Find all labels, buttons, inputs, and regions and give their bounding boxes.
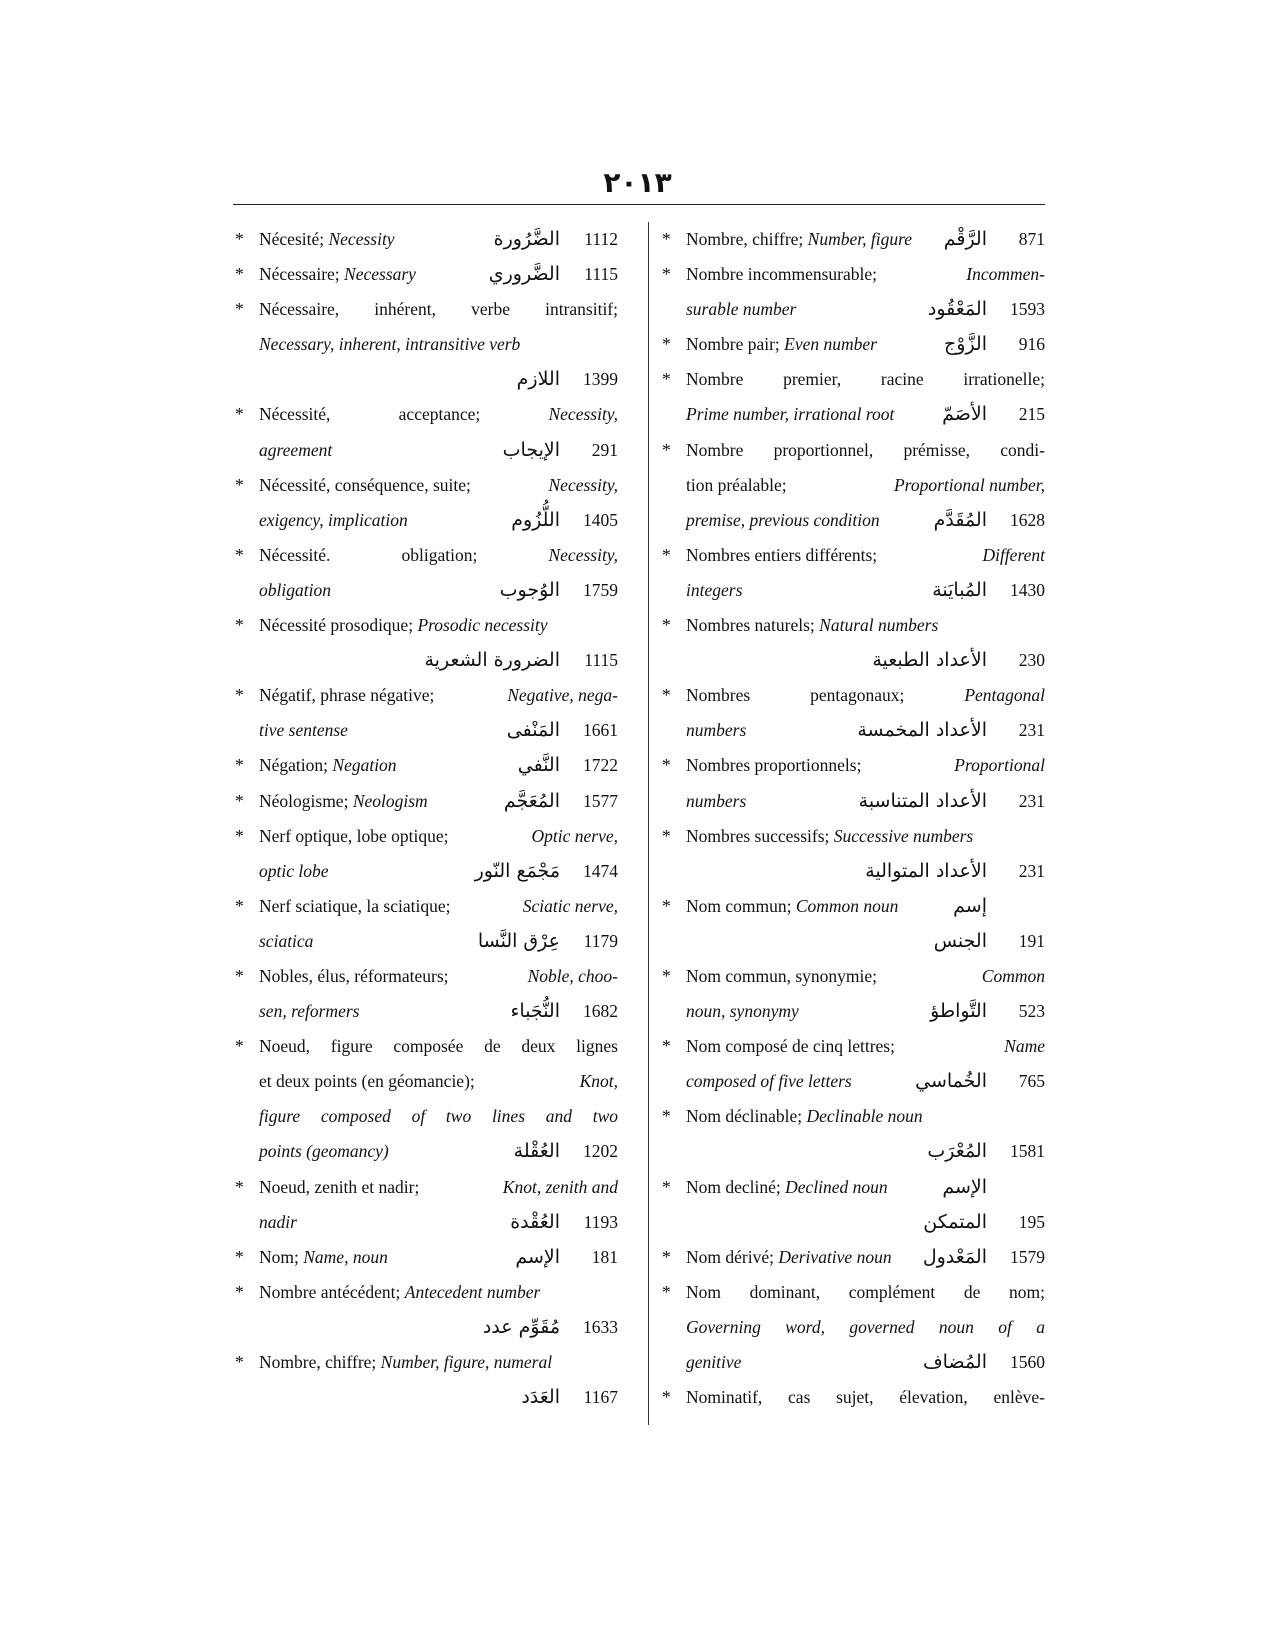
english-term: Governing word, governed noun of a: [686, 1316, 1045, 1337]
header-rule: [233, 204, 1045, 205]
french-term: Nerf optique, lobe optique;: [259, 825, 449, 846]
entry-number: 1112: [584, 229, 618, 249]
french-term: Nombre premier, racine irrationelle;: [686, 369, 1045, 390]
english-term: sciatica: [259, 930, 314, 951]
arabic-term: المُعْرَب: [927, 1140, 987, 1163]
arabic-term: العُقْدة: [510, 1210, 560, 1233]
entry: * Nom dérivé; Derivative noun المَعْدول 1579: [660, 1240, 1045, 1275]
english-term: Name, noun: [303, 1246, 388, 1267]
entry: * Nombre antécédent; Antecedent number: [235, 1281, 541, 1302]
entry: * Nombre, chiffre; Number, figure الرَّقْم 871: [660, 222, 1045, 257]
english-term: sen, reformers: [259, 1001, 360, 1022]
french-term: Nécessité, conséquence, suite;: [259, 474, 471, 495]
english-term: Proportional number,: [893, 474, 1045, 495]
arabic-term: الأعداد المخمسة: [857, 719, 987, 742]
entry: * Nombres pentagonaux; Pentagonal: [660, 678, 1045, 713]
arabic-term: المَعْدول: [922, 1245, 987, 1268]
entry-number: 1628: [1010, 509, 1045, 530]
french-term: Nombre incommensurable;: [686, 264, 877, 285]
entry-number: 1202: [583, 1141, 618, 1162]
english-term: Necessary: [344, 264, 416, 285]
entry: * Nécessité prosodique; Prosodic necessity: [235, 615, 548, 636]
english-term: Necessity,: [548, 474, 618, 495]
french-term: Nombres entiers différents;: [686, 544, 878, 565]
french-term: Nom;: [259, 1246, 299, 1267]
english-term: numbers: [686, 790, 747, 811]
arabic-term: الأعداد الطبعية: [872, 649, 987, 672]
english-term: agreement: [259, 439, 333, 460]
entry: * Nombre, chiffre; Number, figure, numeral: [235, 1352, 553, 1372]
french-term: obligation;: [401, 544, 478, 565]
arabic-term: عِرْق النَّسا: [477, 929, 560, 952]
arabic-term: المُقَدَّم: [933, 508, 987, 531]
arabic-term: الوُجوب: [499, 578, 560, 601]
entry: * Nombres successifs; Successive numbers: [662, 825, 974, 846]
french-term: Nombres naturels;: [686, 615, 815, 636]
english-term: Necessity,: [548, 404, 618, 425]
entry: * Néologisme; Neologism المُعَجَّم 1577: [233, 784, 618, 819]
french-term: Nécessaire;: [259, 264, 340, 285]
french-term: tion préalable;: [686, 474, 787, 495]
french-term: Nécessité prosodique;: [259, 615, 414, 636]
entry: * Nom dominant, complément de nom;: [660, 1275, 1045, 1310]
entry-number: 1405: [583, 509, 618, 530]
arabic-term: الأعداد المتوالية: [865, 859, 987, 882]
english-term: Optic nerve,: [531, 825, 618, 846]
french-term: Nécessité.: [259, 544, 331, 565]
english-term: Knot, zenith and: [502, 1176, 618, 1197]
entry-number: 916: [1018, 334, 1045, 355]
french-term: Nombre pair;: [686, 334, 780, 355]
arabic-term: المَعْقُود: [927, 298, 987, 321]
arabic-term: المَنْفى: [506, 719, 560, 742]
entry-number: 1430: [1010, 579, 1045, 600]
entry: * Nombre pair; Even number الزَّوْج 916: [660, 327, 1045, 362]
french-term: Nécessaire, inhérent, verbe intransitif;: [259, 299, 618, 320]
english-term: Declined noun: [785, 1176, 888, 1197]
entry-number: 1193: [583, 1211, 618, 1232]
english-term: genitive: [686, 1352, 742, 1372]
french-term: Nombres proportionnels;: [686, 755, 862, 776]
french-term: Nom dominant, complément de nom;: [686, 1281, 1045, 1302]
arabic-term: الزَّوْج: [944, 333, 987, 356]
french-term: Nombre antécédent;: [259, 1281, 401, 1302]
english-term: composed of five letters: [686, 1071, 852, 1092]
english-term: tive sentense: [259, 720, 348, 741]
arabic-term: الضرورة الشعرية: [424, 649, 560, 672]
entry: * Nom déclinable; Declinable noun: [662, 1106, 923, 1127]
arabic-term: المُبايَنة: [932, 578, 987, 601]
column-divider: [648, 222, 649, 1425]
entry-number: 291: [591, 439, 618, 460]
french-term: Nombre, chiffre;: [686, 229, 804, 249]
entry: * Nobles, élus, réformateurs; Noble, choo-: [233, 959, 618, 994]
arabic-term: المتمكن: [923, 1210, 987, 1233]
english-term: Common: [981, 965, 1045, 986]
entry-number: 1579: [1010, 1246, 1045, 1267]
entry-number: 1593: [1010, 299, 1045, 320]
right-column: [660, 222, 1045, 1415]
arabic-term: الضَّروري: [488, 263, 560, 286]
english-term: noun, synonymy: [686, 1001, 799, 1022]
french-term: Nom composé de cinq lettres;: [686, 1036, 895, 1057]
english-term: Proportional: [954, 755, 1045, 776]
entry-number: 230: [1018, 650, 1045, 671]
entry-number: 191: [1018, 930, 1045, 951]
english-term: Antecedent number: [404, 1281, 541, 1302]
entry-number: 1633: [583, 1316, 618, 1337]
french-term: Nom dérivé;: [686, 1246, 774, 1267]
entry: * Nombres proportionnels; Proportional: [660, 748, 1045, 783]
english-term: Derivative noun: [778, 1246, 892, 1267]
english-term: Prime number, irrational root: [686, 404, 895, 425]
page-number: ٢٠١٣: [603, 166, 672, 199]
entry-number: 181: [591, 1246, 618, 1267]
entry-number: 1682: [583, 1001, 618, 1022]
arabic-term: الخُماسي: [915, 1070, 987, 1093]
english-term: Declinable noun: [806, 1106, 923, 1127]
english-term: obligation: [259, 579, 331, 600]
english-term: numbers: [686, 720, 747, 741]
entry: * Négatif, phrase négative; Negative, nega-: [233, 678, 618, 713]
french-term: pentagonaux;: [810, 685, 905, 706]
entry: * Noeud, zenith et nadir; Knot, zenith and: [233, 1170, 618, 1205]
english-term: Name: [1004, 1036, 1045, 1057]
english-term: Common noun: [795, 895, 899, 916]
arabic-term: الرَّقْم: [943, 228, 987, 250]
arabic-term: الإيجاب: [502, 438, 560, 461]
english-term: Natural numbers: [819, 615, 939, 636]
arabic-term: النُّجَباء: [510, 1000, 560, 1023]
entry-number: 1115: [584, 650, 618, 671]
entry: * Nombres naturels; Natural numbers: [662, 615, 939, 636]
french-term: Négatif, phrase négative;: [259, 685, 435, 706]
entry-number: 1179: [583, 930, 618, 951]
english-term: Prosodic necessity: [417, 615, 548, 636]
french-term: Nombres: [686, 685, 751, 706]
english-term: Negation: [332, 755, 397, 776]
entry: * Nécessaire, inhérent, verbe intransitif;: [233, 292, 618, 327]
arabic-term: اللُّزُوم: [511, 508, 560, 531]
entry-number: 1581: [1010, 1141, 1045, 1162]
english-term: Negative, nega-: [507, 685, 618, 706]
french-term: Nom decliné;: [686, 1176, 781, 1197]
entry-number: 1399: [583, 369, 618, 390]
entry-number: 1722: [583, 755, 618, 776]
entry: * Négation; Negation النَّفي 1722: [233, 748, 618, 783]
entry-number: 195: [1018, 1211, 1045, 1232]
entry-number: 1759: [583, 579, 618, 600]
french-term: Nécessité,: [259, 404, 331, 425]
entry-number: 231: [1018, 860, 1045, 881]
entry: * Nécessité. obligation; Necessity,: [233, 538, 618, 573]
entry: * Nombre premier, racine irrationelle;: [660, 362, 1045, 397]
english-term: optic lobe: [259, 860, 329, 881]
french-term: Nécesité;: [259, 229, 325, 249]
entry-number: 1560: [1010, 1352, 1045, 1372]
english-term: nadir: [259, 1211, 297, 1232]
entry: * Noeud, figure composée de deux lignes: [233, 1029, 618, 1064]
arabic-term: الأعداد المتناسبة: [858, 789, 987, 812]
entry-number: 1115: [584, 264, 618, 285]
entry: * Nom decliné; Declined noun الإسم: [660, 1170, 1045, 1205]
english-term: premise, previous condition: [686, 509, 880, 530]
entry: * Nom commun, synonymie; Common: [660, 959, 1045, 994]
arabic-term: التَّواطؤ: [930, 1000, 987, 1023]
english-term: Incommen-: [966, 264, 1045, 285]
entry: * Nerf sciatique, la sciatique; Sciatic nerve,: [233, 889, 618, 924]
english-term: Necessary, inherent, intransitive verb: [259, 334, 521, 355]
french-term: Nombre, chiffre;: [259, 1352, 377, 1372]
entry: * Nécessité, conséquence, suite; Necessity,: [233, 468, 618, 503]
entry-number: 523: [1018, 1001, 1045, 1022]
english-term: figure composed of two lines and two: [259, 1106, 618, 1127]
english-term: Necessity,: [548, 544, 618, 565]
french-term: Nerf sciatique, la sciatique;: [259, 895, 451, 916]
french-term: Nom commun, synonymie;: [686, 965, 878, 986]
entry: * Nom composé de cinq lettres; Name: [660, 1029, 1045, 1064]
arabic-term: مُقَوِّم عدد: [482, 1315, 560, 1338]
entry: * Nom; Name, noun الإسم 181: [233, 1240, 618, 1275]
entry: * Nombre incommensurable; Incommen-: [660, 257, 1045, 292]
arabic-term: الإسم: [515, 1245, 560, 1268]
entry: * Nécessaire; Necessary الضَّروري 1115: [233, 257, 618, 292]
french-term: Nominatif, cas sujet, élevation, enlève-: [686, 1387, 1045, 1408]
entry-number: 231: [1018, 790, 1045, 811]
arabic-term: مَجْمَع النّور: [474, 859, 560, 882]
french-term: Néologisme;: [259, 790, 349, 811]
english-term: Necessity: [328, 229, 395, 249]
english-term: Noble, choo-: [527, 965, 618, 986]
entry: * Nombres entiers différents; Different: [660, 538, 1045, 573]
english-term: Neologism: [352, 790, 428, 811]
entry: * Nom commun; Common noun إسم: [660, 889, 1045, 924]
english-term: Different: [982, 544, 1045, 565]
english-term: Pentagonal: [964, 685, 1045, 706]
entry: * Nombre proportionnel, prémisse, condi-: [660, 433, 1045, 468]
french-term: Nombre proportionnel, prémisse, condi-: [686, 439, 1045, 460]
french-term: et deux points (en géomancie);: [259, 1071, 475, 1092]
english-term: Number, figure, numeral: [380, 1352, 553, 1372]
entry-number: 1167: [583, 1387, 618, 1408]
french-term: Nom déclinable;: [686, 1106, 803, 1127]
arabic-term: العُقْلة: [513, 1140, 560, 1163]
french-term: Nom commun;: [686, 895, 792, 916]
arabic-term: النَّفي: [517, 754, 560, 777]
entry-number: 1577: [583, 790, 618, 811]
english-term: Successive numbers: [833, 825, 974, 846]
french-term: Nobles, élus, réformateurs;: [259, 965, 449, 986]
english-term: Number, figure: [807, 229, 913, 249]
arabic-term: المُعَجَّم: [503, 789, 560, 812]
arabic-term: الإسم: [942, 1175, 987, 1198]
left-column: [233, 222, 618, 1415]
english-term: surable number: [686, 299, 797, 320]
entry-number: 1474: [583, 860, 618, 881]
entry: * Nécessité, acceptance; Necessity,: [233, 397, 618, 432]
entry-number: 215: [1018, 404, 1045, 425]
arabic-term: اللازم: [516, 368, 560, 391]
arabic-term: الجنس: [933, 929, 987, 952]
entry: * Nécesité; Necessity الضَّرُورة 1112: [233, 222, 618, 257]
arabic-term: المُضاف: [922, 1351, 987, 1373]
english-term: Sciatic nerve,: [522, 895, 618, 916]
english-term: Even number: [784, 334, 877, 355]
arabic-term: الأصَمّ: [942, 403, 987, 426]
french-term: Négation;: [259, 755, 329, 776]
entry-number: 765: [1018, 1071, 1045, 1092]
arabic-term: إسم: [953, 894, 987, 917]
english-term: integers: [686, 579, 743, 600]
entry-number: 231: [1018, 720, 1045, 741]
arabic-term: الضَّرُورة: [493, 228, 560, 250]
entry: * Nerf optique, lobe optique; Optic nerve,: [233, 819, 618, 854]
english-term: points (geomancy): [259, 1141, 389, 1162]
english-term: Knot,: [579, 1071, 618, 1092]
entry-number: 871: [1018, 229, 1045, 249]
english-term: exigency, implication: [259, 509, 408, 530]
entry: * Nominatif, cas sujet, élevation, enlève-: [660, 1380, 1045, 1415]
french-term: Nombres successifs;: [686, 825, 830, 846]
entry-number: 1661: [583, 720, 618, 741]
arabic-term: العَدَد: [521, 1386, 560, 1409]
french-term: acceptance;: [398, 404, 481, 425]
french-term: Noeud, figure composée de deux lignes: [259, 1036, 618, 1057]
french-term: Noeud, zenith et nadir;: [259, 1176, 420, 1197]
